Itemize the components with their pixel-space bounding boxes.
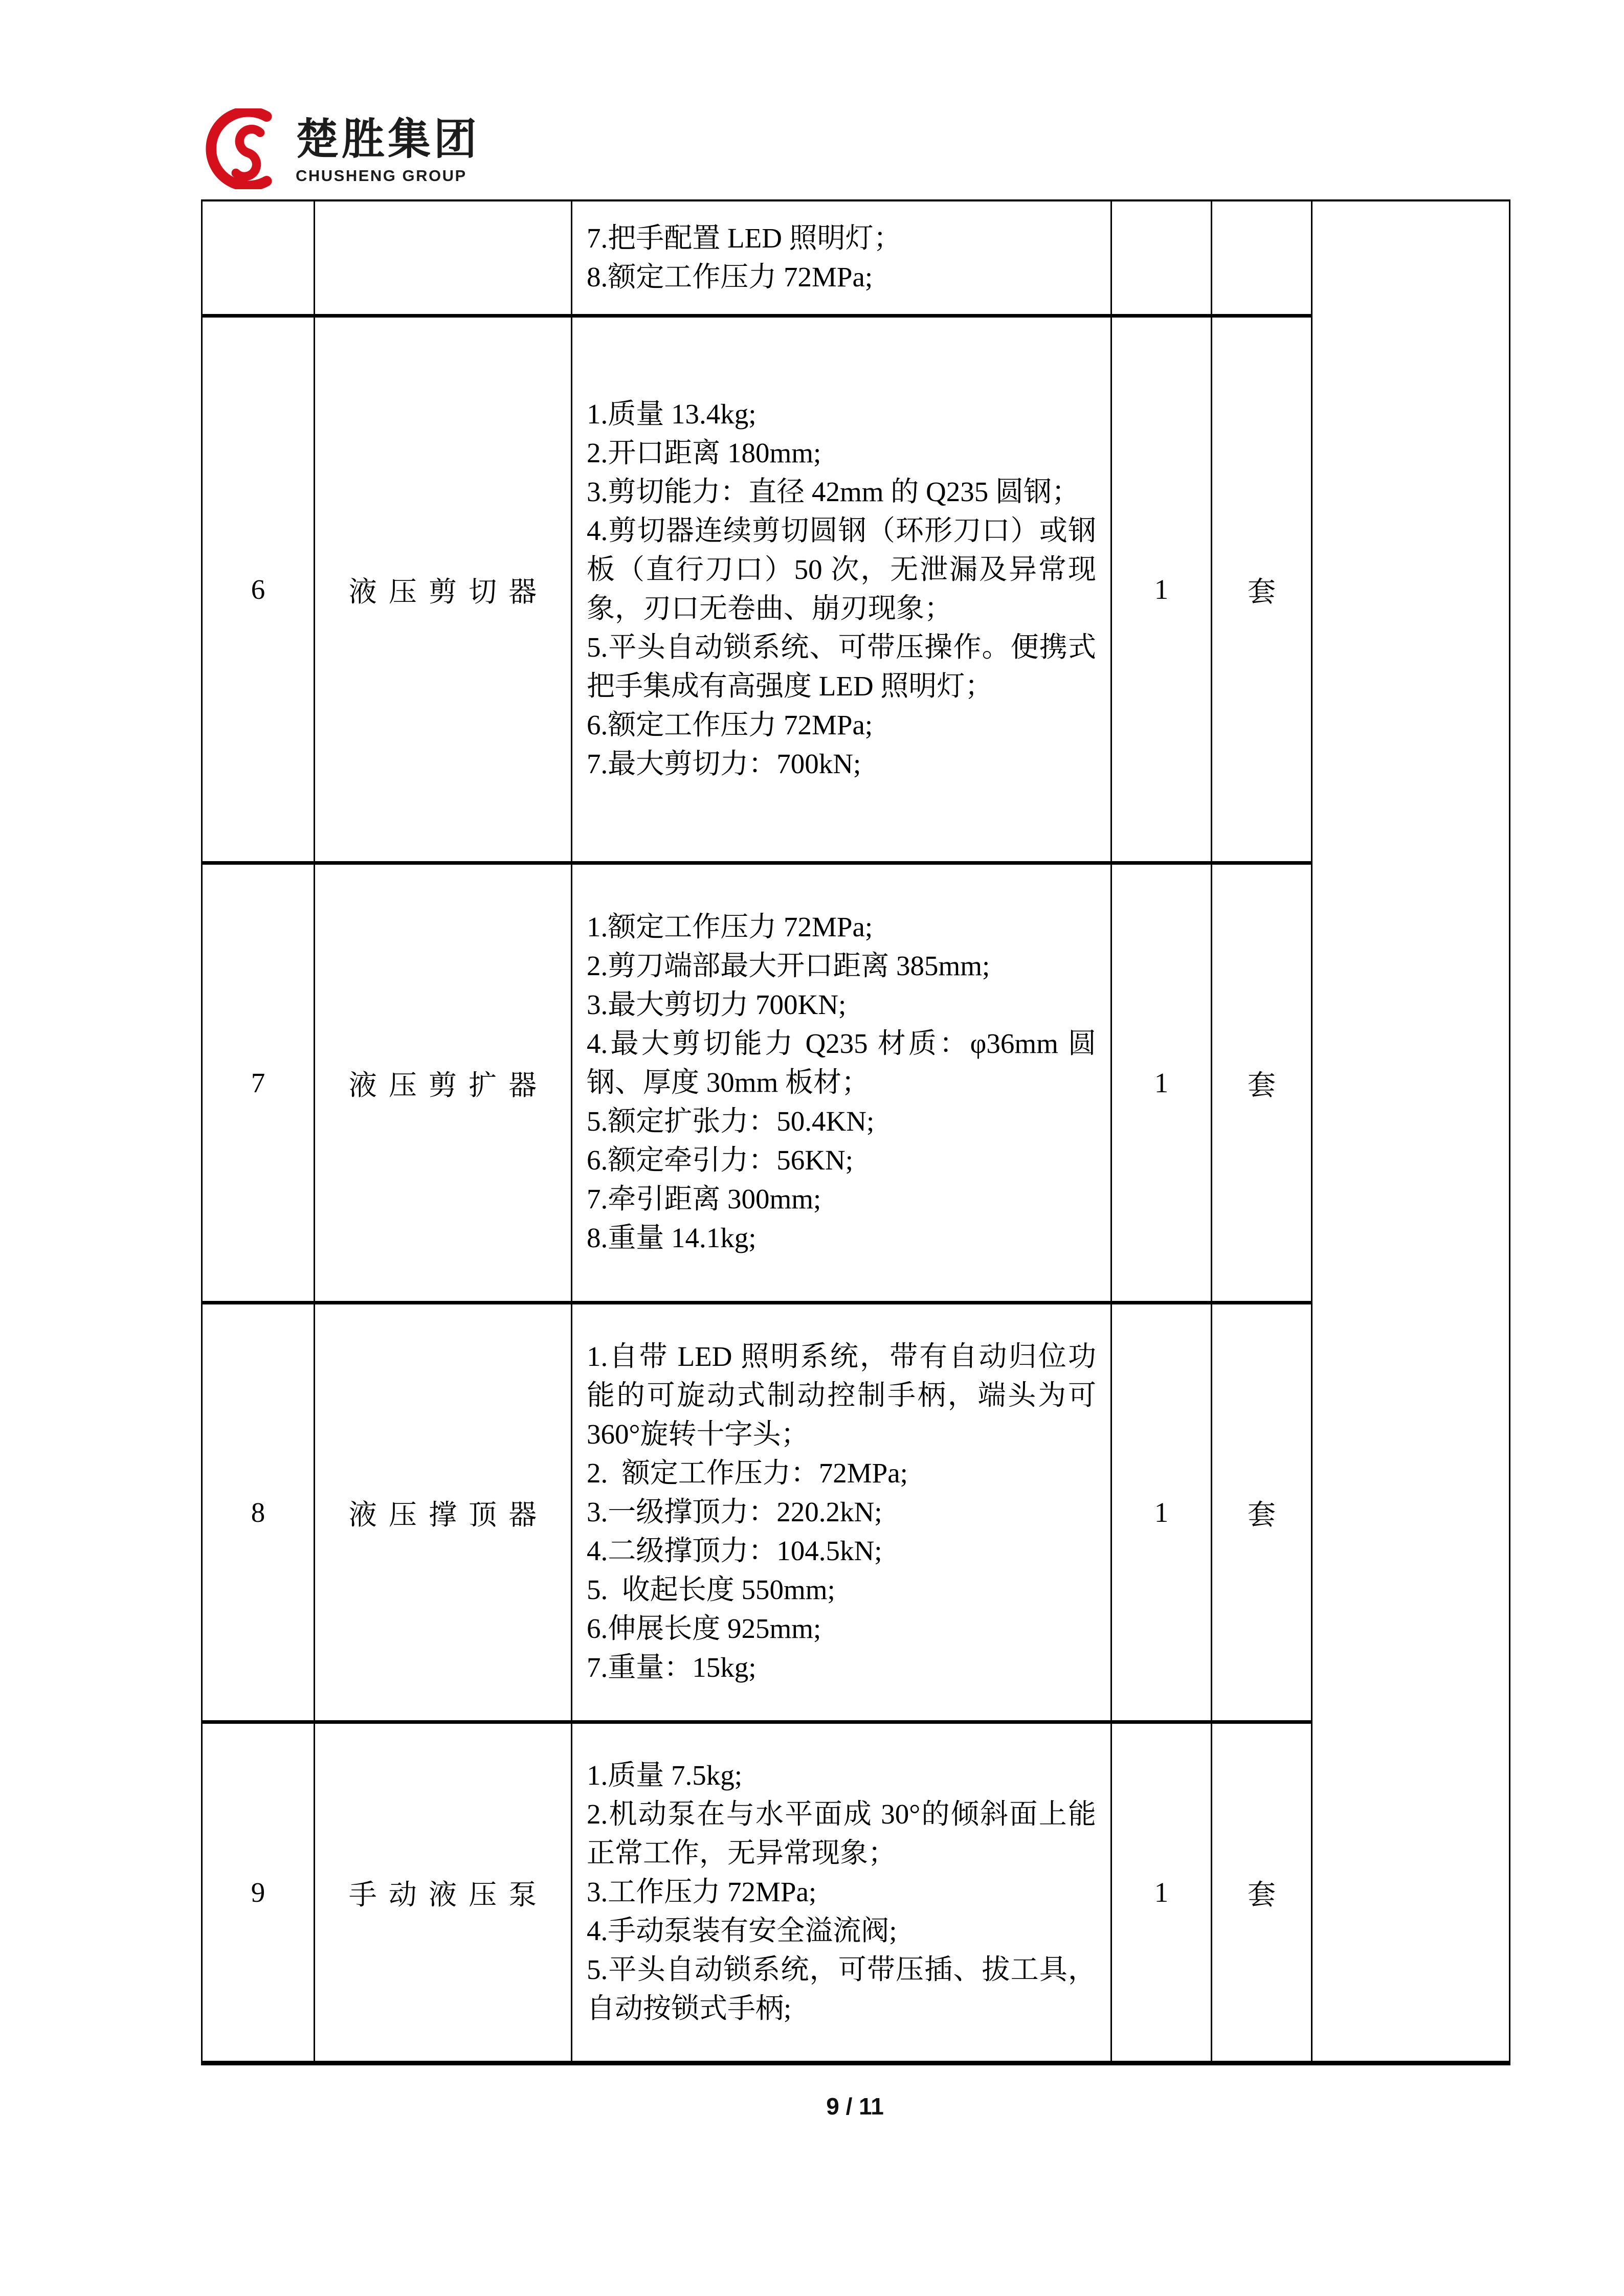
spec-line: 6.伸展长度 925mm; [587,1613,821,1644]
spec-line: 2.机动泵在与水平面成 30°的倾斜面上能正常工作，无异常现象； [587,1798,1096,1869]
spec-line: 5.平头自动锁系统，可带压插、拔工具，自动按锁式手柄; [587,1954,1096,2024]
spec-line: 1.质量 13.4kg; [587,398,757,430]
spec-line: 7.牵引距离 300mm; [587,1183,821,1214]
spec-line: 6.额定工作压力 72MPa; [587,709,873,740]
spec-line: 3.工作压力 72MPa; [587,1876,817,1907]
row-number-cell: 9 [202,1722,315,2063]
equipment-spec-table-body [202,200,1510,2063]
page-number: 9 / 11 [826,2093,884,2120]
spec-line: 7.把手配置 LED 照明灯； [587,222,902,254]
spec-line: 4.最大剪切能力 Q235 材质：φ36mm 圆钢、厚度 30mm 板材； [587,1028,1096,1098]
remarks-cell [1312,200,1510,2063]
spec-line: 2.开口距离 180mm; [587,437,821,468]
item-name-cell: 液压剪切器 [315,316,572,863]
spec-line: 2. 额定工作压力：72MPa; [587,1457,908,1489]
quantity-cell [1111,200,1212,316]
spec-line: 8.重量 14.1kg; [587,1222,757,1253]
company-name-en: CHUSHENG GROUP [296,167,467,185]
spec-line: 6.额定牵引力：56KN; [587,1144,853,1176]
item-name-cell: 液压撑顶器 [315,1302,572,1722]
spec-line: 5.平头自动锁系统、可带压操作。便携式把手集成有高强度 LED 照明灯； [587,632,1096,702]
spec-cell [572,863,1111,1302]
spec-line: 3.一级撑顶力：220.2kN; [587,1496,882,1527]
quantity-cell: 1 [1111,1722,1212,2063]
unit-cell: 套 [1212,863,1312,1302]
item-name-cell: 液压剪扩器 [315,863,572,1302]
logo-mark-icon [204,108,284,189]
spec-line: 1.质量 7.5kg; [587,1760,743,1791]
spec-line: 4.手动泵装有安全溢流阀; [587,1915,897,1946]
spec-line: 7.最大剪切力：700kN; [587,748,861,779]
unit-cell: 套 [1212,1722,1312,2063]
spec-cell [572,316,1111,863]
spec-cell [572,1722,1111,2063]
spec-line: 1.自带 LED 照明系统，带有自动归位功能的可旋动式制动控制手柄，端头为可 360°旋转十字头； [587,1341,1103,1450]
unit-cell: 套 [1212,316,1312,863]
spec-line: 3.剪切能力：直径 42mm 的 Q235 圆钢； [587,476,1080,507]
spec-line: 5.额定扩张力：50.4KN; [587,1106,875,1137]
table-row [202,200,1510,316]
spec-line: 4.剪切器连续剪切圆钢（环形刀口）或钢板（直行刀口）50 次，无泄漏及异常现象，刃口无卷曲、崩刃现象； [587,515,1096,624]
spec-cell [572,200,1111,316]
spec-line: 4.二级撑顶力：104.5kN; [587,1535,882,1566]
item-name-cell: 手动液压泵 [315,1722,572,2063]
row-number-cell: 7 [202,863,315,1302]
spec-cell [572,1302,1111,1722]
quantity-cell: 1 [1111,316,1212,863]
row-number-cell: 6 [202,316,315,863]
quantity-cell: 1 [1111,1302,1212,1722]
equipment-spec-table [201,199,1510,2065]
company-name-cn: 楚胜集团 [296,115,480,163]
row-number-cell [202,200,315,316]
spec-line: 3.最大剪切力 700KN; [587,989,847,1020]
company-logo [204,108,480,189]
spec-line: 2.剪刀端部最大开口距离 385mm; [587,950,990,981]
spec-line: 7.重量：15kg; [587,1652,757,1683]
row-number-cell: 8 [202,1302,315,1722]
unit-cell: 套 [1212,1302,1312,1722]
spec-line: 5. 收起长度 550mm; [587,1574,835,1605]
unit-cell [1212,200,1312,316]
spec-line: 1.额定工作压力 72MPa; [587,911,873,942]
item-name-cell [315,200,572,316]
quantity-cell: 1 [1111,863,1212,1302]
spec-line: 8.额定工作压力 72MPa; [587,261,873,292]
